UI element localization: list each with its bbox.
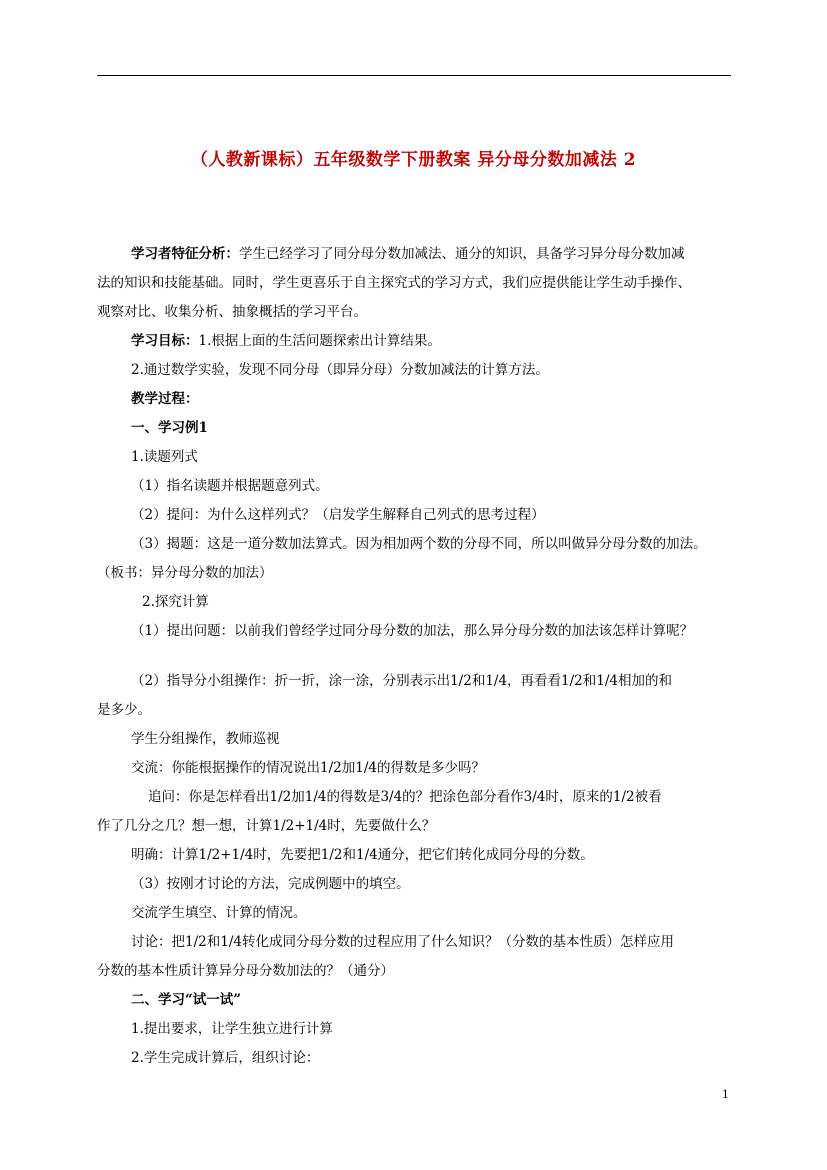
step-2-title: 2.探究计算 bbox=[142, 594, 209, 610]
step-2a: （1）提出问题：以前我们曾经学过同分母分数的加法，那么异分母分数的加法该怎样计算呢？ bbox=[131, 623, 694, 639]
step-1c-line-1: （3）揭题：这是一道分数加法算式。因为相加两个数的分母不同，所以叫做异分母分数的加法。 bbox=[131, 536, 707, 552]
step-1c-line-2: （板书：异分母分数的加法） bbox=[97, 565, 273, 581]
step-1b: （2）提问：为什么这样列式？（启发学生解释自己列式的思考过程） bbox=[131, 507, 545, 523]
learner-analysis-line-3: 观察对比、收集分析、抽象概括的学习平台。 bbox=[97, 304, 367, 320]
step-2f: 明确：计算1/2+1/4时，先要把1/2和1/4通分，把它们转化成同分母的分数。 bbox=[131, 847, 594, 863]
step-2g: （3）按刚才讨论的方法，完成例题中的填空。 bbox=[131, 876, 410, 892]
learning-goal-text: 1.根据上面的生活问题探索出计算结果。 bbox=[198, 333, 441, 349]
section-2-step-1: 1.提出要求，让学生独立进行计算 bbox=[131, 1021, 333, 1037]
step-1-title: 1.读题列式 bbox=[131, 449, 198, 465]
learning-goal-label: 学习目标： bbox=[131, 333, 199, 349]
step-2b-line-2: 是多少。 bbox=[97, 702, 151, 718]
step-2c: 学生分组操作，教师巡视 bbox=[131, 731, 280, 747]
section-2-step-2: 2.学生完成计算后，组织讨论： bbox=[131, 1050, 320, 1066]
page-number: 1 bbox=[722, 1088, 729, 1101]
step-1a: （1）指名读题并根据题意列式。 bbox=[131, 478, 329, 494]
learner-analysis-text: 学生已经学习了同分母分数加减法、通分的知识，具备学习异分母分数加减 bbox=[239, 246, 685, 262]
step-2d: 交流：你能根据操作的情况说出1/2加1/4的得数是多少吗？ bbox=[131, 760, 485, 776]
learner-analysis-label: 学习者特征分析： bbox=[131, 246, 239, 262]
learner-analysis-line-1 bbox=[131, 245, 685, 263]
step-2e-line-2: 作了几分之几？想一想，计算1/2+1/4时，先要做什么？ bbox=[97, 818, 436, 834]
learning-goal-line-2: 2.通过数学实验，发现不同分母（即异分母）分数加减法的计算方法。 bbox=[131, 362, 549, 378]
header-rule bbox=[97, 75, 731, 76]
step-2h: 交流学生填空、计算的情况。 bbox=[131, 905, 307, 921]
step-2i-line-1: 讨论：把1/2和1/4转化成同分母分数的过程应用了什么知识？（分数的基本性质）怎样应用 bbox=[131, 934, 674, 950]
learner-analysis-line-2: 法的知识和技能基础。同时，学生更喜乐于自主探究式的学习方式，我们应提供能让学生动手操作、 bbox=[97, 275, 691, 291]
step-2b-line-1: （2）指导分小组操作：折一折，涂一涂，分别表示出1/2和1/4，再看看1/2和1/4相加的和 bbox=[131, 673, 672, 689]
section-1-heading: 一、学习例1 bbox=[131, 420, 208, 436]
learning-goal-line-1 bbox=[131, 332, 441, 350]
document-title: （人教新课标）五年级数学下册教案 异分母分数加减法 2 bbox=[190, 150, 637, 170]
teaching-process-label: 教学过程： bbox=[131, 391, 199, 407]
step-2i-line-2: 分数的基本性质计算异分母分数加法的？（通分） bbox=[97, 963, 394, 979]
step-2e-line-1: 追问：你是怎样看出1/2加1/4的得数是3/4的？把涂色部分看作3/4时，原来的1/2被看 bbox=[148, 789, 662, 805]
section-2-heading: 二、学习“试一试” bbox=[131, 992, 242, 1008]
